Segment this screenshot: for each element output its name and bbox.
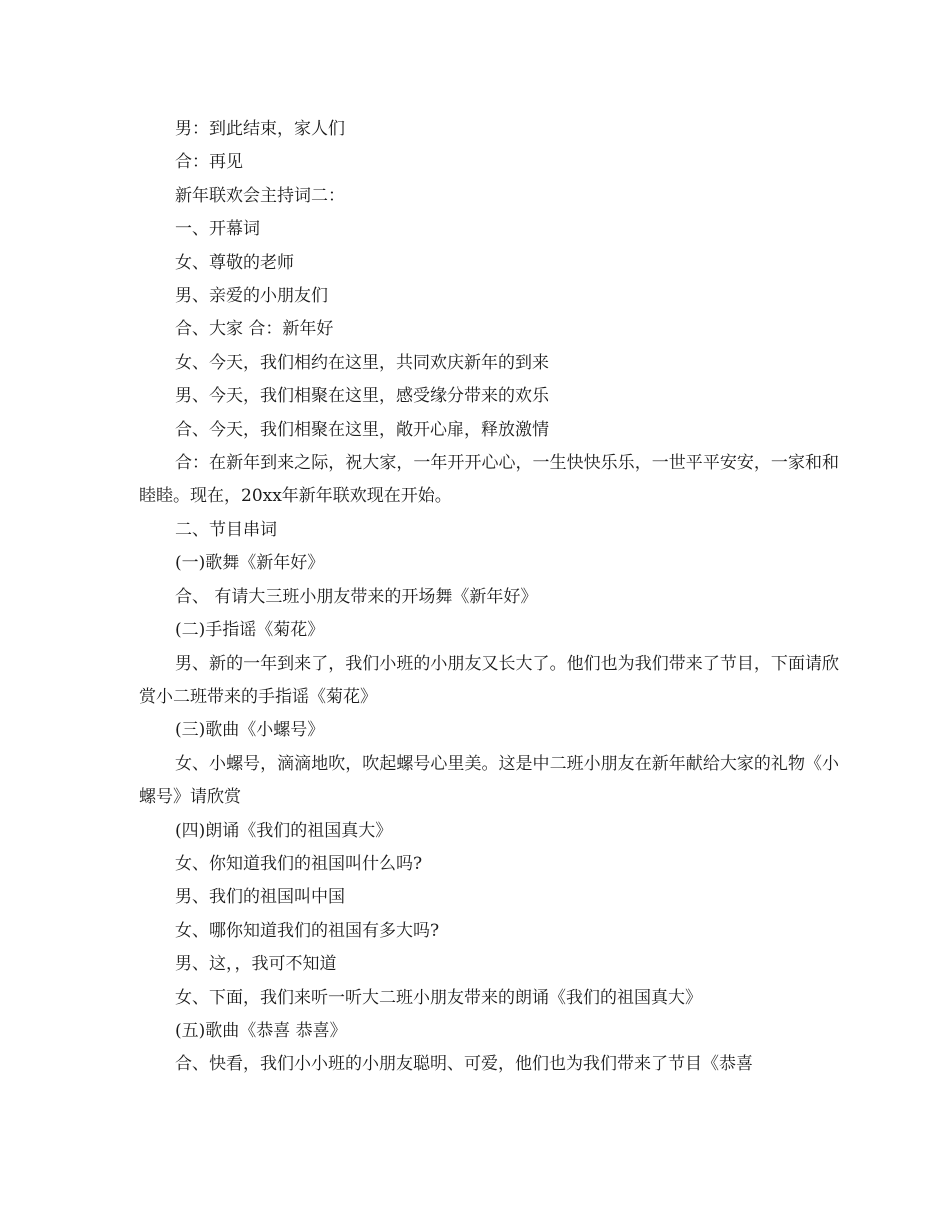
paragraph: 男、我们的祖国叫中国 <box>175 887 345 908</box>
paragraph: 女、小螺号，滴滴地吹，吹起螺号心里美。这是中二班小朋友在新年献给大家的礼物《小螺号》请欣赏 <box>139 753 839 808</box>
program-title: (四)朗诵《我们的祖国真大》 <box>175 820 393 841</box>
section-heading: 新年联欢会主持词二： <box>175 185 345 206</box>
paragraph: 男、这，，我可不知道 <box>175 954 337 975</box>
paragraph: 女、今天，我们相约在这里，共同欢庆新年的到来 <box>175 352 549 373</box>
program-title: (一)歌舞《新年好》 <box>175 553 325 574</box>
paragraph: 合、 有请大三班小朋友带来的开场舞《新年好》 <box>175 586 538 607</box>
paragraph: 合、大家 合：新年好 <box>175 319 334 340</box>
program-title: (五)歌曲《恭喜 恭喜》 <box>175 1020 347 1041</box>
paragraph: 女、尊敬的老师 <box>175 252 294 273</box>
paragraph: 男、今天，我们相聚在这里，感受缘分带来的欢乐 <box>175 386 549 407</box>
subsection-heading: 二、节目串词 <box>175 519 277 540</box>
paragraph: 女、下面，我们来听一听大二班小朋友带来的朗诵《我们的祖国真大》 <box>175 987 702 1008</box>
program-title: (二)手指谣《菊花》 <box>175 620 325 641</box>
paragraph: 合、快看，我们小小班的小朋友聪明、可爱，他们也为我们带来了节目《恭喜 <box>175 1054 753 1075</box>
paragraph: 男：到此结束，家人们 <box>175 119 345 139</box>
paragraph: 合：再见 <box>175 152 243 173</box>
paragraph: 女、你知道我们的祖国叫什么吗? <box>175 853 423 874</box>
program-title: (三)歌曲《小螺号》 <box>175 720 325 741</box>
document-body <box>139 113 839 1082</box>
subsection-heading: 一、开幕词 <box>175 219 260 240</box>
paragraph: 男、新的一年到来了，我们小班的小朋友又长大了。他们也为我们带来了节目，下面请欣赏小二班带来的手指谣《菊花》 <box>139 653 839 707</box>
paragraph: 女、哪你知道我们的祖国有多大吗? <box>175 920 440 941</box>
paragraph: 合、今天，我们相聚在这里，敞开心扉，释放激情 <box>175 419 549 440</box>
paragraph: 男、亲爱的小朋友们 <box>175 286 328 307</box>
paragraph: 合：在新年到来之际，祝大家，一年开开心心，一生快快乐乐，一世平平安安，一家和和睦睦。现在，20xx年新年联欢现在开始。 <box>139 453 839 507</box>
